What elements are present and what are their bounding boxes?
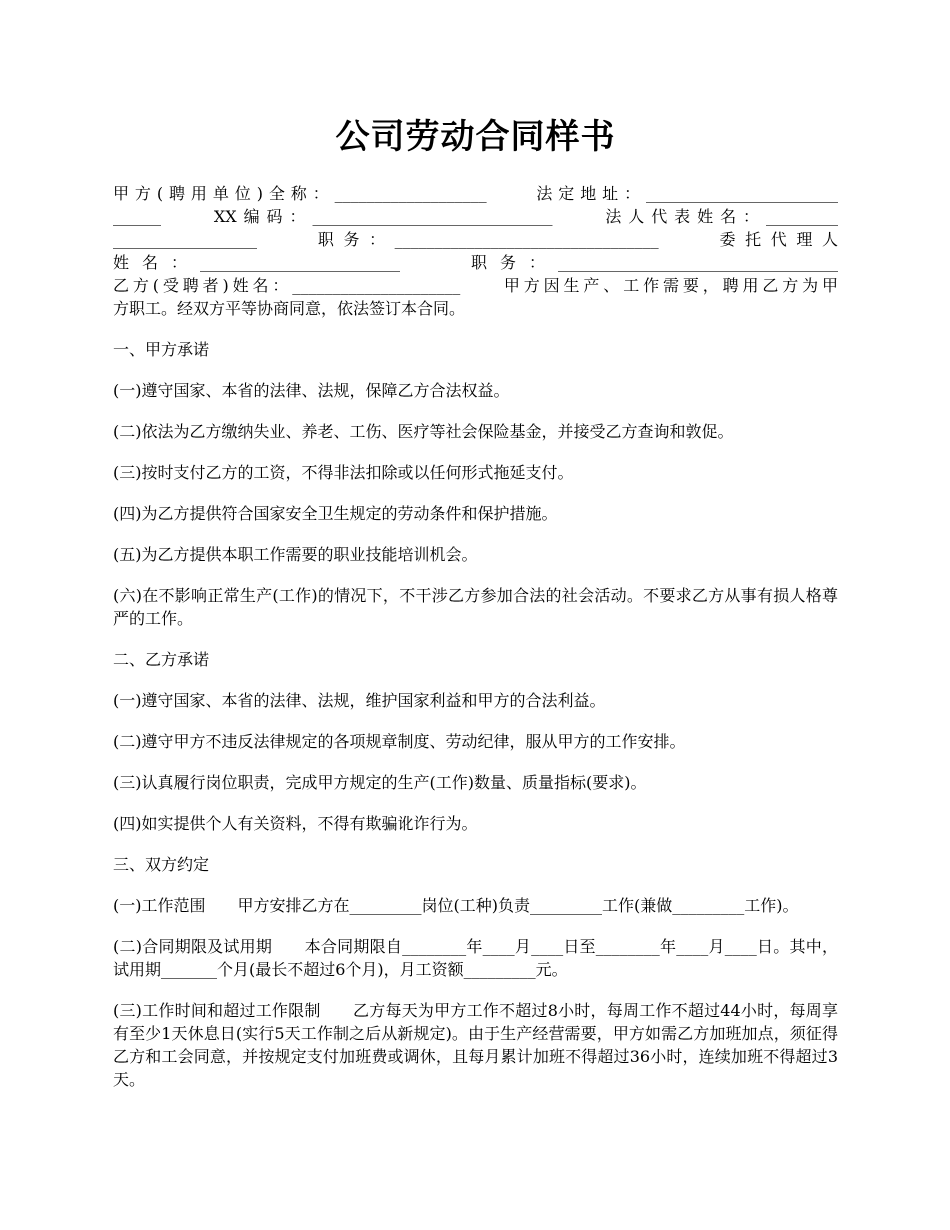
paragraph: (一)遵守国家、本省的法律、法规，保障乙方合法权益。 — [113, 381, 510, 400]
document-page — [113, 0, 838, 1091]
paragraph: (一)工作范围 甲方安排乙方在_________岗位(工种)负责_________工作(兼做_________工作)。 — [113, 896, 799, 915]
header-line: 乙方(受聘者)姓名：_____________________ 甲方因生产、工作需要，聘用乙方为甲 — [113, 276, 838, 295]
paragraph: (二)遵守甲方不违反法律规定的各项规章制度、劳动纪律，服从甲方的工作安排。 — [113, 732, 686, 751]
paragraph: (六)在不影响正常生产(工作)的情况下，不干涉乙方参加合法的社会活动。不要求乙方从事有损人格尊严的工作。 — [113, 586, 838, 628]
paragraph: (四)为乙方提供符合国家安全卫生规定的劳动条件和保护措施。 — [113, 504, 558, 523]
header-line: 甲方(聘用单位)全称：___________________ 法定地址：________________________ — [113, 184, 838, 203]
section-heading-mutual-agreement: 三、双方约定 — [113, 855, 210, 874]
paragraph: (二)依法为乙方缴纳失业、养老、工伤、医疗等社会保险基金，并接受乙方查询和敦促。 — [113, 422, 734, 441]
header-line: __________________ 职务：_________________________________ 委托代理人 — [113, 230, 838, 249]
header-line: ______ XX编码：______________________________ 法人代表姓名：_________ — [113, 207, 838, 226]
header-line: 姓名：_________________________ 职务：___________________________________ — [113, 253, 838, 272]
paragraph: (五)为乙方提供本职工作需要的职业技能培训机会。 — [113, 545, 478, 564]
paragraph: (三)认真履行岗位职责，完成甲方规定的生产(工作)数量、质量指标(要求)。 — [113, 773, 647, 792]
header-line: 方职工。经双方平等协商同意，依法签订本合同。 — [113, 299, 466, 318]
paragraph: (二)合同期限及试用期 本合同期限自________年____月____日至________年____月____日。其中，试用期_______个月(最长不超过6个月)，月工资额_________元。 — [113, 937, 838, 979]
contract-header-fields — [113, 182, 838, 320]
paragraph: (三)工作时间和超过工作限制 乙方每天为甲方工作不超过8小时，每周工作不超过44小时，每周享有至少1天休息日(实行5天工作制之后从新规定)。由于生产经营需要，甲方如需乙方加班加点，须征得乙方和工会同意，并按规定支付加班费或调休，且每月累计加班不得超过36小时，连续加班不得超过3天。 — [113, 1001, 838, 1089]
document-title: 公司劳动合同样书 — [335, 117, 616, 157]
section-heading-party-a: 一、甲方承诺 — [113, 340, 210, 359]
paragraph: (三)按时支付乙方的工资，不得非法扣除或以任何形式拖延支付。 — [113, 463, 574, 482]
paragraph: (四)如实提供个人有关资料，不得有欺骗讹诈行为。 — [113, 814, 478, 833]
section-heading-party-b: 二、乙方承诺 — [113, 650, 210, 669]
paragraph: (一)遵守国家、本省的法律、法规，维护国家利益和甲方的合法利益。 — [113, 691, 606, 710]
